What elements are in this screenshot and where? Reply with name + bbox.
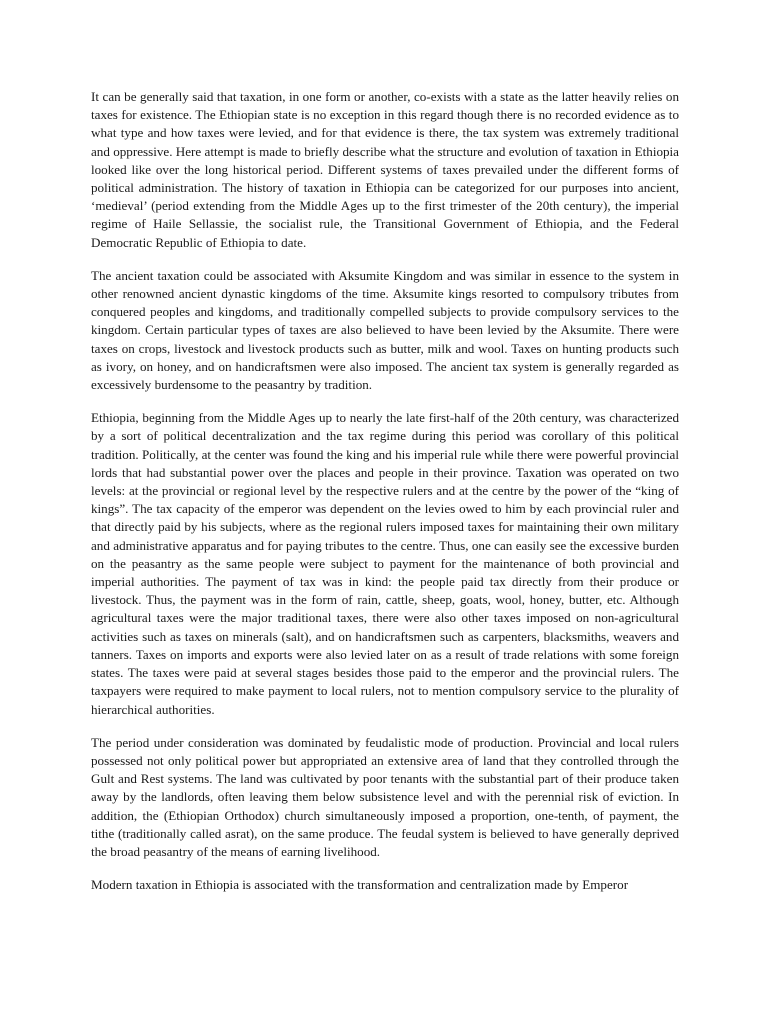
paragraph-modern-taxation: Modern taxation in Ethiopia is associated with the transformation and centralization made by Emperor	[91, 877, 629, 893]
paragraph-ancient-taxation: The ancient taxation could be associated with Aksumite Kingdom and was similar in essence to the system in other renowned ancient dynastic kingdoms of the time. Aksumite kings resorted to compulsory tributes from conquered peoples and kingdoms, and traditionally compelled subjects to provide compulsory services to the kingdom. Certain particular types of taxes are also believed to have been levied by the Aksumite. There were taxes on crops, livestock and livestock products such as butter, milk and wool. Taxes on hunting products such as ivory, on honey, and on handicraftsmen were also imposed. The ancient tax system is generally regarded as excessively burdensome to the peasantry by tradition.	[91, 267, 679, 393]
paragraph-intro: It can be generally said that taxation, in one form or another, co-exists with a state as the latter heavily relies on taxes for existence. The Ethiopian state is no exception in this regard though there is no recorded evidence as to what type and how taxes were levied, and for that evidence is there, the tax system was extremely traditional and oppressive. Here attempt is made to briefly describe what the structure and evolution of taxation in Ethiopia looked like over the long historical period. Different systems of taxes prevailed under the different forms of political administration. The history of taxation in Ethiopia can be categorized for our purposes into ancient, ‘medieval’ (period extending from the Middle Ages up to the first trimester of the 20th century), the imperial regime of Haile Sellassie, the socialist rule, the Transitional Government of Ethiopia, and the Federal Democratic Republic of Ethiopia to date.	[91, 89, 679, 250]
paragraph-feudal-period: The period under consideration was dominated by feudalistic mode of production. Provincial and local rulers possessed not only political power but appropriated an extensive area of land that they controlled through the Gult and Rest systems. The land was cultivated by poor tenants with the substantial part of their produce taken away by the landlords, often leaving them below subsistence level and with the perennial risk of eviction. In addition, the (Ethiopian Orthodox) church simultaneously imposed a proportion, one-tenth, of payment, the tithe (traditionally called asrat), on the same produce. The feudal system is believed to have generally deprived the broad peasantry of the means of earning livelihood.	[91, 734, 679, 859]
paragraph-medieval-taxation: Ethiopia, beginning from the Middle Ages up to nearly the late first-half of the 20th century, was characterized by a sort of political decentralization and the tax regime during this period was corollary of this political tradition. Politically, at the center was found the king and his imperial rule while there were powerful provincial lords that had substantial power over the places and people in their province. Taxation was operated on two levels: at the provincial or regional level by the respective rulers and at the centre by the power of the “king of kings”. The tax capacity of the emperor was dependent on the levies owed to him by each provincial ruler and that directly paid by his subjects, where as the regional rulers imposed taxes for maintaining their own military and administrative apparatus and for paying tributes to the centre. Thus, one can easily see the excessive burden on the peasantry as the same people were subject to payment for the maintenance of both provincial and imperial authorities. The payment of tax was in kind: the people paid tax directly from their produce or livestock. Thus, the payment was in the form of rain, cattle, sheep, goats, wool, honey, butter, etc. Although agricultural taxes were the major traditional taxes, there were also other taxes imposed on non-agricultural activities such as taxes on minerals (salt), and on handicraftsmen such as carpenters, blacksmiths, weavers and tanners. Taxes on imports and exports were also levied later on as a result of trade relations with some foreign states. The taxes were paid at several stages besides those paid to the emperor and the provincial rulers. The taxpayers were required to make payment to local rulers, not to mention compulsory service to the plurality of hierarchical authorities.	[91, 410, 679, 717]
document-body	[91, 88, 679, 909]
